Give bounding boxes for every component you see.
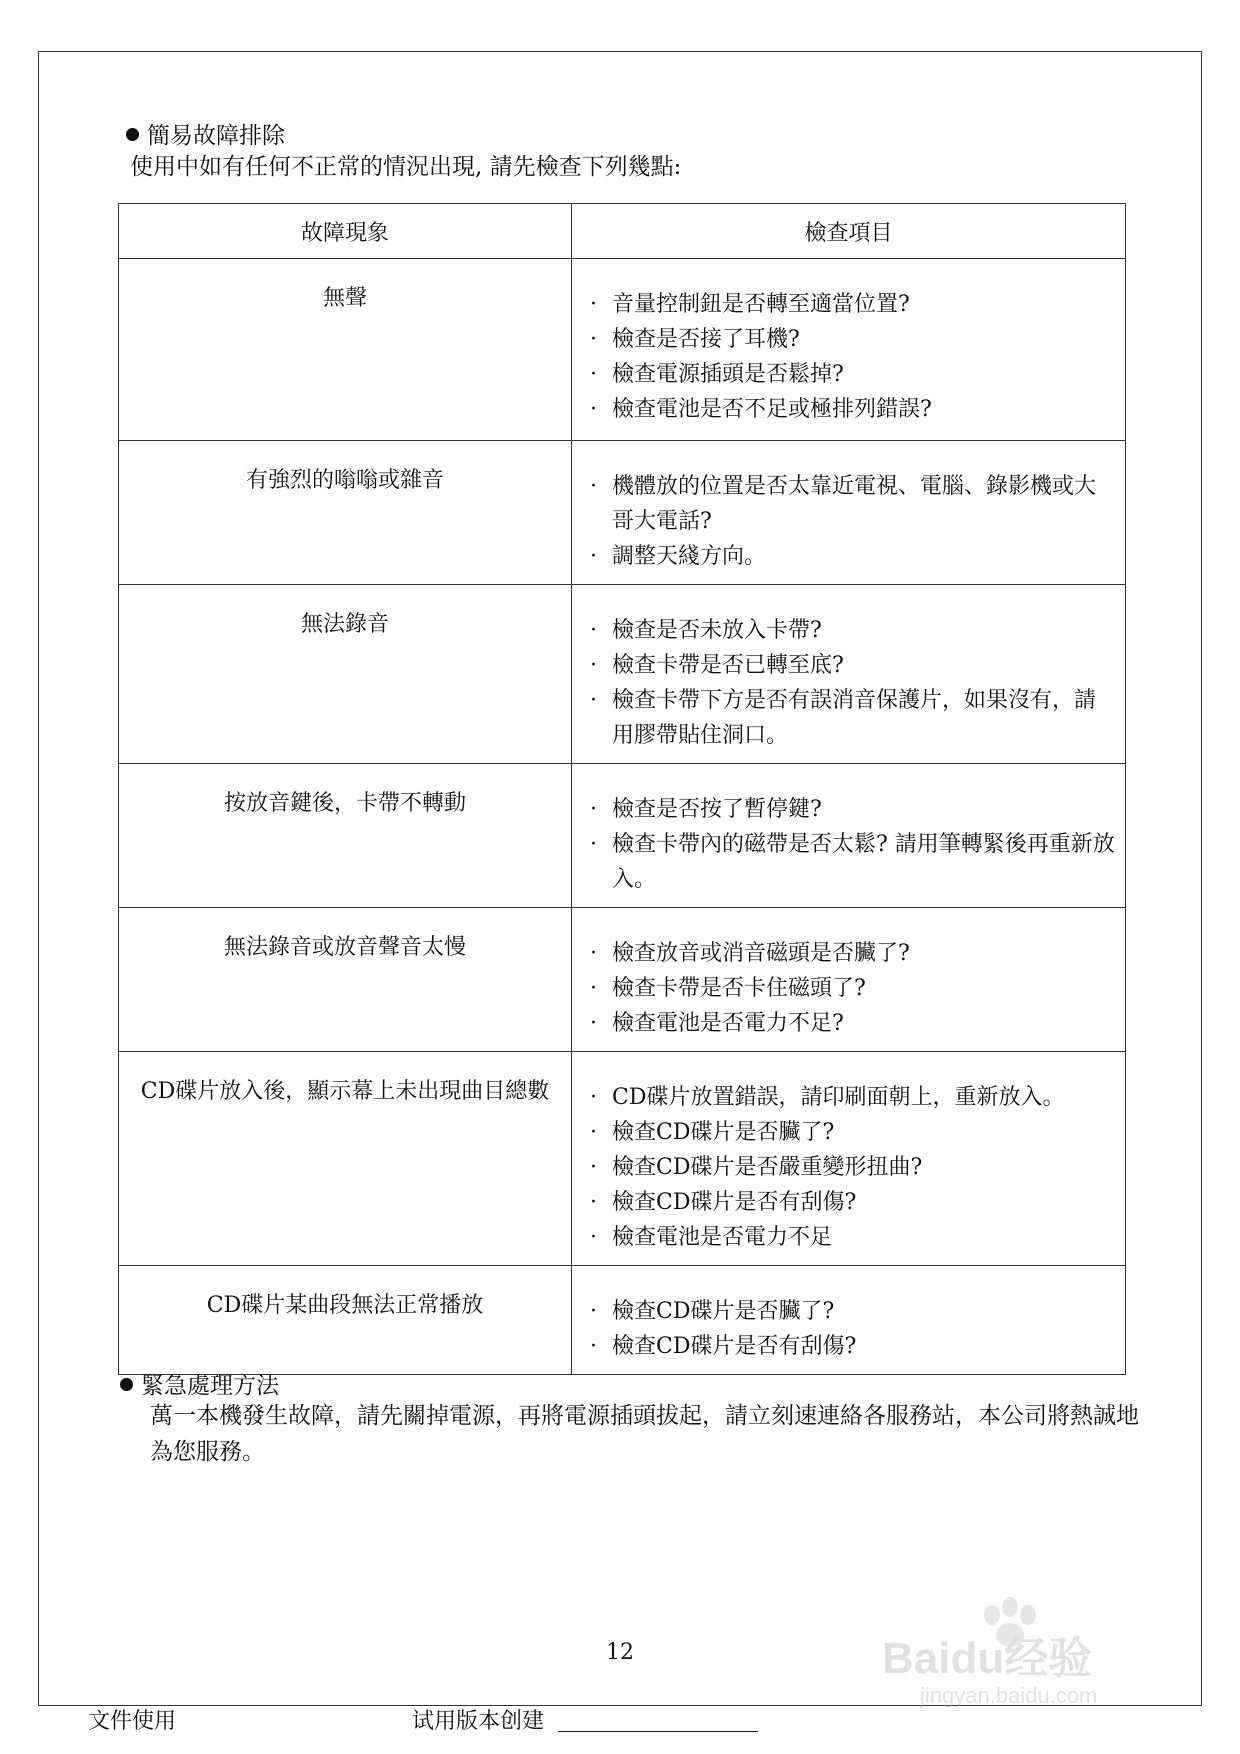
symptom-cell: CD碟片某曲段無法正常播放 [119, 1266, 572, 1375]
check-item: · 檢查是否按了暫停鍵? [590, 792, 1115, 827]
checks-cell [572, 441, 1126, 585]
check-item: · 檢查電池是否電力不足? [590, 1006, 1115, 1041]
section-heading-emergency: 緊急處理方法 [120, 1367, 279, 1400]
checks-cell [572, 585, 1126, 764]
check-item: · CD碟片放置錯誤，請印刷面朝上，重新放入。 [590, 1080, 1115, 1115]
check-item: · 檢查電池是否電力不足 [590, 1220, 1115, 1255]
symptom-cell: 無法錄音 [119, 585, 572, 764]
check-item: · 檢查電池是否不足或極排列錯誤? [590, 392, 1115, 427]
check-item: · 音量控制鈕是否轉至適當位置? [590, 287, 1115, 322]
intro-text: 使用中如有任何不正常的情況出現, 請先檢查下列幾點: [130, 154, 682, 180]
check-item: · 檢查是否未放入卡帶? [590, 613, 1115, 648]
emergency-text: 萬一本機發生故障，請先關掉電源，再將電源插頭拔起，請立刻速連絡各服務站，本公司將熱誠地為您服務。 [150, 1403, 1139, 1465]
checks-cell [572, 764, 1126, 908]
table-row [119, 908, 1126, 1052]
table-row [119, 764, 1126, 908]
baidu-watermark-logo [880, 1595, 1180, 1710]
check-item: · 檢查CD碟片是否嚴重變形扭曲? [590, 1150, 1115, 1185]
checks-cell [572, 1266, 1126, 1375]
check-item: · 檢查電源插頭是否鬆掉? [590, 357, 1115, 392]
header-checks: 檢查項目 [572, 204, 1126, 259]
check-item: · 檢查卡帶是否已轉至底? [590, 648, 1115, 683]
checks-cell [572, 259, 1126, 441]
table-header-row [119, 204, 1126, 259]
check-item: · 檢查卡帶內的磁帶是否太鬆? 請用筆轉緊後再重新放入。 [590, 827, 1115, 897]
check-item: · 檢查CD碟片是否臟了? [590, 1115, 1115, 1150]
troubleshooting-table [118, 203, 1126, 1375]
symptom-cell: 有強烈的嗡嗡或雜音 [119, 441, 572, 585]
check-item: · 檢查卡帶下方是否有誤消音保護片，如果沒有，請用膠帶貼住洞口。 [590, 683, 1115, 753]
bullet-icon [126, 128, 139, 141]
table-row [119, 259, 1126, 441]
check-item: · 檢查CD碟片是否臟了? [590, 1294, 1115, 1329]
section-heading-troubleshooting: 簡易故障排除 [126, 117, 285, 150]
check-item: · 調整天綫方向。 [590, 539, 1115, 574]
symptom-cell: 無聲 [119, 259, 572, 441]
checks-cell [572, 1052, 1126, 1266]
check-item: · 檢查卡帶是否卡住磁頭了? [590, 971, 1115, 1006]
symptom-cell: CD碟片放入後，顯示幕上未出現曲目總數 [119, 1052, 572, 1266]
table-row [119, 585, 1126, 764]
footer-underline [558, 1731, 758, 1732]
bullet-icon [120, 1378, 133, 1391]
page-number: 12 [606, 1640, 634, 1665]
watermark-line1: Baidu经验 [882, 1634, 1093, 1683]
table-row [119, 441, 1126, 585]
checks-cell [572, 908, 1126, 1052]
check-item: · 檢查CD碟片是否有刮傷? [590, 1329, 1115, 1364]
symptom-cell: 無法錄音或放音聲音太慢 [119, 908, 572, 1052]
table-row [119, 1266, 1126, 1375]
footer-right-text: 试用版本创建 [412, 1709, 545, 1734]
table-row [119, 1052, 1126, 1266]
footer-left-text: 文件使用 [88, 1709, 177, 1734]
check-item: · 檢查放音或消音磁頭是否臟了? [590, 936, 1115, 971]
header-symptom: 故障現象 [119, 204, 572, 259]
check-item: · 檢查CD碟片是否有刮傷? [590, 1185, 1115, 1220]
check-item: · 機體放的位置是否太靠近電視、電腦、錄影機或大哥大電話? [590, 469, 1115, 539]
check-item: · 檢查是否接了耳機? [590, 322, 1115, 357]
symptom-cell: 按放音鍵後，卡帶不轉動 [119, 764, 572, 908]
footer-right [412, 1704, 758, 1735]
watermark-line2: jingyan.baidu.com [920, 1683, 1098, 1708]
